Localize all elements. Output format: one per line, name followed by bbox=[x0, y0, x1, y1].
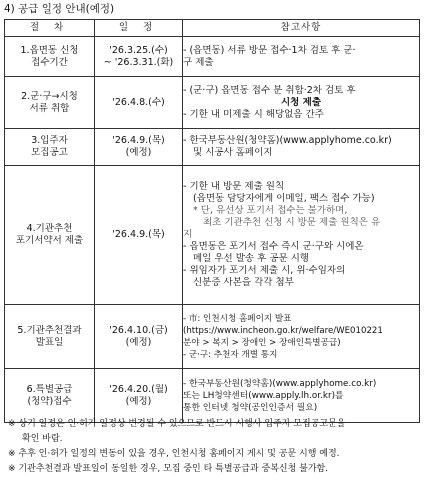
header-date: 일 정 bbox=[95, 20, 183, 37]
date-line: (예정) bbox=[125, 147, 152, 158]
note-line: - 한국부동산원(청약홈)(www.applyhome.co.kr) bbox=[183, 378, 377, 389]
note-line: 또는 LH청약센터(www.apply.lh.or.kr)를 bbox=[183, 390, 344, 401]
note-line: - (군·구) 읍면동 접수 분 취합·2차 검토 후 bbox=[183, 84, 356, 96]
note-line: (읍면동 담당자에게 이메일, 팩스 접수 가능) bbox=[193, 193, 375, 204]
date-line: '26.4.9.(목) bbox=[112, 135, 165, 146]
date-cell bbox=[95, 305, 183, 369]
note-line: 최초 기관추천 신청 시 방문 제출 원칙은 유 bbox=[203, 217, 381, 228]
notes-cell bbox=[183, 37, 420, 77]
step-line: 모집공고 bbox=[31, 147, 68, 158]
step-line: 서류 취합 bbox=[29, 102, 70, 114]
step-line: 6.특별공급 bbox=[26, 383, 73, 395]
date-cell bbox=[95, 369, 183, 423]
note-line: 및 시공사 홈페이지 bbox=[193, 147, 273, 158]
note-line: 메일 우선 발송 후 공문 시행 bbox=[193, 253, 310, 264]
table-row bbox=[5, 37, 420, 77]
step-line: 4.기관추천 bbox=[26, 223, 73, 234]
step-cell bbox=[5, 166, 95, 305]
note-line: - 기한 내 방문 제출 원칙 bbox=[183, 181, 285, 192]
step-cell bbox=[5, 37, 95, 77]
step-line: (청약)접수 bbox=[27, 395, 72, 407]
table-row bbox=[5, 77, 420, 129]
step-line: 3.입주자 bbox=[31, 135, 68, 146]
footnote-line: ※ 추후 인·허가 일정의 변동이 있을 경우, 인천시청 홈페이지 게시 및 공문 시행 예정. bbox=[8, 449, 340, 459]
schedule-table bbox=[4, 19, 420, 423]
notes-cell bbox=[183, 129, 420, 166]
date-line: '26.4.9.(목) bbox=[112, 229, 165, 240]
notes-cell bbox=[183, 77, 420, 129]
date-line: (예정) bbox=[125, 336, 152, 348]
step-line: 접수기간 bbox=[31, 56, 68, 68]
note-line: (https://www.incheon.go.kr/welfare/WE010221 bbox=[183, 325, 383, 336]
step-line: 1.읍면동 신청 bbox=[20, 44, 79, 56]
date-line: (예정) bbox=[125, 395, 152, 407]
notes-cell bbox=[183, 305, 420, 369]
step-cell bbox=[5, 129, 95, 166]
date-cell bbox=[95, 129, 183, 166]
date-line: '26.4.8.(수) bbox=[112, 96, 165, 108]
note-line: 통한 인터넷 청약(공인인증서 필요) bbox=[183, 402, 318, 413]
footnotes bbox=[8, 417, 418, 477]
footnote-line: ※ 상기 일정은 인·허가 일정상 변경될 수 있으므로 반드시 시행사 입주자 모집공고문을 bbox=[8, 419, 346, 429]
footnote-line: ※ 기관추천결과 발표일이 동일한 경우, 모집 중인 타 특별공급과 중복신청 불가함. bbox=[8, 464, 329, 474]
step-cell bbox=[5, 369, 95, 423]
note-line: - 市: 인천시청 홈페이지 발표 bbox=[183, 313, 292, 324]
step-cell bbox=[5, 77, 95, 129]
note-line: * 단, 유선상 포기서 접수는 불가하며, bbox=[193, 205, 348, 216]
note-line: - 읍면동은 포기서 접수 즉시 군·구와 시에온 bbox=[183, 241, 364, 252]
date-cell bbox=[95, 166, 183, 305]
step-cell bbox=[5, 305, 95, 369]
note-line: - 한국부동산원(청약홈)(www.applyhome.co.kr) bbox=[183, 135, 392, 146]
table-row bbox=[5, 369, 420, 423]
step-line: 2.군·구→시청 bbox=[21, 90, 78, 102]
note-line: - 군·구: 추천자 개별 통지 bbox=[183, 349, 278, 360]
step-line: 포기서약서 제출 bbox=[15, 235, 84, 246]
note-line: - (읍면동) 서류 방문 접수·1차 검토 후 군· bbox=[183, 44, 356, 56]
date-cell bbox=[95, 77, 183, 129]
date-line: ~ '26.3.31.(화) bbox=[103, 56, 174, 68]
note-line: - 기한 내 미제출 시 해당없음 간주 bbox=[183, 108, 324, 120]
note-line: 신분증 사본을 각각 첨부 bbox=[193, 277, 294, 288]
date-line: '26.4.20.(월) bbox=[109, 383, 168, 395]
table-row bbox=[5, 166, 420, 305]
note-line: 지 bbox=[183, 229, 193, 240]
footnote-line: 확인 바람. bbox=[22, 434, 63, 444]
date-line: '26.3.25.(수) bbox=[109, 44, 168, 56]
header-step: 절 차 bbox=[5, 20, 95, 37]
date-cell bbox=[95, 37, 183, 77]
header-notes: 참고사항 bbox=[183, 20, 420, 37]
note-line: 분야 > 복지 > 장애인 > 장애인특별공급) bbox=[183, 337, 341, 348]
step-line: 발표일 bbox=[35, 336, 64, 348]
step-line: 5.기관추천결과 bbox=[17, 324, 82, 336]
table-header-row bbox=[5, 20, 420, 37]
notes-cell bbox=[183, 369, 420, 423]
section-heading: 4) 공급 일정 안내(예정) bbox=[4, 3, 115, 15]
table-row bbox=[5, 305, 420, 369]
note-line: - 위임자가 포기서 제출 시, 위·수임자의 bbox=[183, 265, 346, 276]
note-line: 시청 제출 bbox=[280, 96, 321, 108]
note-line: 구 제출 bbox=[183, 56, 214, 68]
date-line: '26.4.10.(금) bbox=[109, 324, 168, 336]
notes-cell bbox=[183, 166, 420, 305]
table-row bbox=[5, 129, 420, 166]
